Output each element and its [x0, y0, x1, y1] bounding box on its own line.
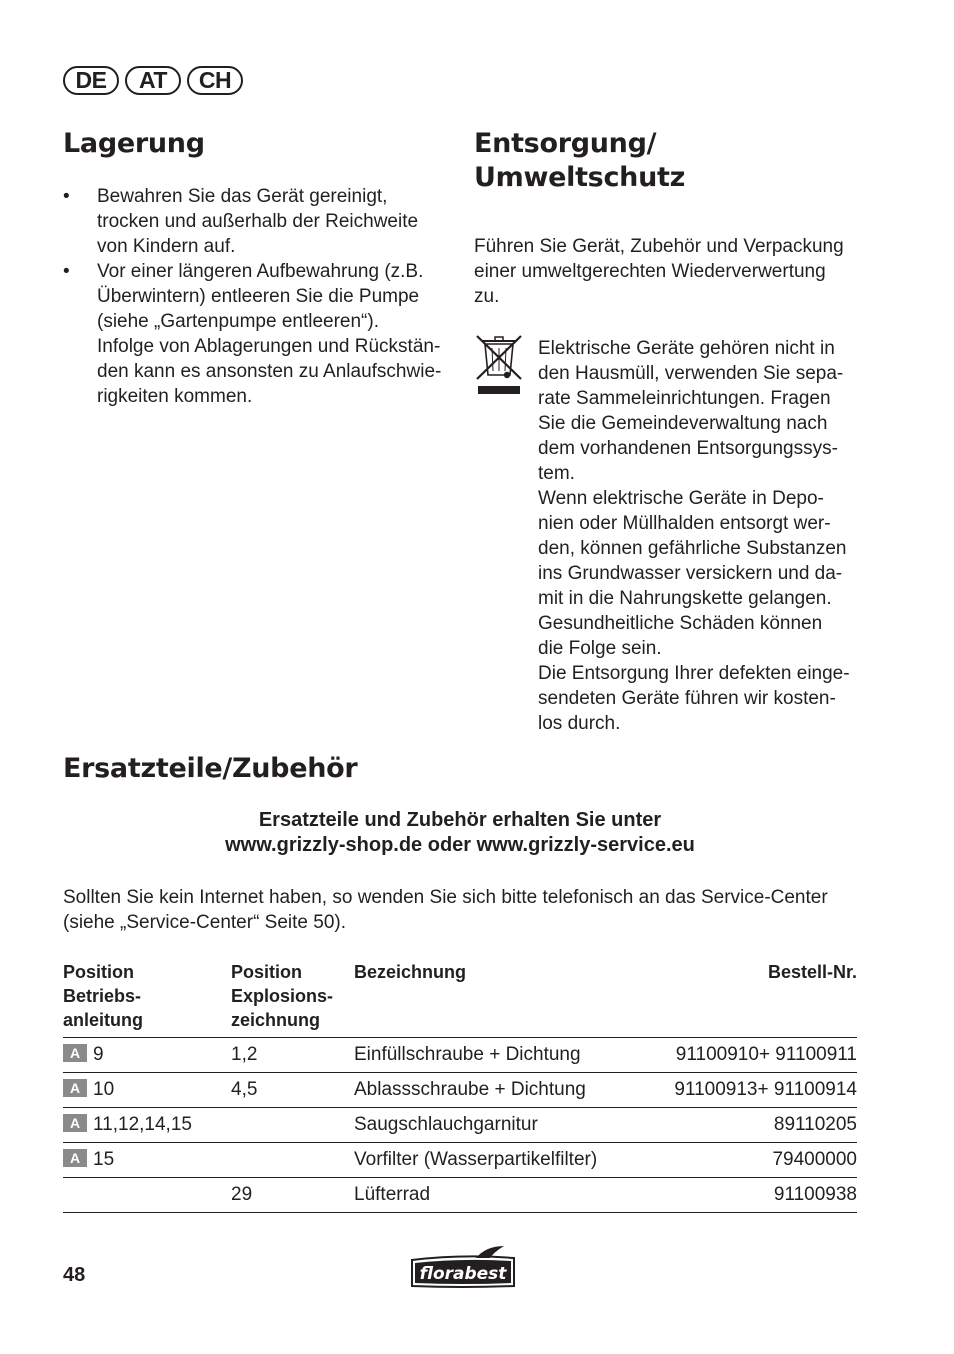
table-row: [63, 1178, 857, 1213]
figure-a-badge: A: [63, 1044, 87, 1062]
cell-position-manual: [63, 1178, 231, 1213]
cell-position-drawing: [231, 1143, 354, 1178]
cell-description: Einfüllschraube + Dichtung: [354, 1038, 624, 1073]
disposal-intro: Führen Sie Gerät, Zubehör und Verpackung einer umweltgerechten Wiederverwertung zu.: [474, 236, 844, 307]
storage-bullet-1: • Bewahren Sie das Gerät gereinigt, trocken und außerhalb der Reichweite von Kindern auf.: [63, 184, 463, 259]
language-badge-de: DE: [63, 66, 119, 95]
disposal-heading: Entsorgung/ Umweltschutz: [474, 128, 686, 193]
florabest-logo: [406, 1244, 519, 1290]
storage-heading: Lagerung: [63, 128, 205, 159]
cell-position-drawing: 4,5: [231, 1073, 354, 1108]
spare-parts-table: [63, 960, 857, 1213]
table-row: [63, 1038, 857, 1073]
storage-bullet-list: [63, 184, 463, 409]
cell-position-manual: A 11,12,14,15: [63, 1108, 231, 1143]
cell-description: Vorfilter (Wasserpartikelfilter): [354, 1143, 624, 1178]
language-badges: [63, 66, 243, 95]
page-number: 48: [63, 1264, 86, 1286]
spare-parts-shop-headline: Ersatzteile und Zubehör erhalten Sie unter www.grizzly-shop.de oder www.grizzly-service.eu: [225, 809, 695, 856]
language-badge-at: AT: [125, 66, 181, 95]
cell-order-number: 91100938: [624, 1178, 857, 1213]
cell-order-number: 91100913+ 91100914: [624, 1073, 857, 1108]
cell-position-drawing: 29: [231, 1178, 354, 1213]
cell-order-number: 91100910+ 91100911: [624, 1038, 857, 1073]
crossed-out-wheelie-bin-icon: [474, 333, 524, 395]
figure-a-badge: A: [63, 1114, 87, 1132]
cell-position-manual: A 15: [63, 1143, 231, 1178]
figure-a-badge: A: [63, 1149, 87, 1167]
spare-parts-heading: Ersatzteile/Zubehör: [63, 753, 358, 784]
logo-text: florabest: [419, 1264, 507, 1284]
cell-order-number: 89110205: [624, 1108, 857, 1143]
header-description: Bezeichnung: [354, 962, 467, 982]
shop-links[interactable]: www.grizzly-shop.de oder www.grizzly-service.eu: [225, 834, 695, 856]
table-header-row: [63, 960, 857, 1038]
table-row: [63, 1073, 857, 1108]
cell-description: Lüfterrad: [354, 1178, 624, 1213]
figure-a-badge: A: [63, 1079, 87, 1097]
header-position-drawing: Position Explosions- zeichnung: [231, 962, 334, 1030]
table-row: [63, 1143, 857, 1178]
header-order-number: Bestell-Nr.: [767, 962, 857, 982]
cell-position-drawing: 1,2: [231, 1038, 354, 1073]
cell-position-manual: A 9: [63, 1038, 231, 1073]
cell-description: Ablassschraube + Dichtung: [354, 1073, 624, 1108]
weee-disposal-text: Elektrische Geräte gehören nicht in den Hausmüll, verwenden Sie sepa- rate Sammeleinrichtungen. Fragen Sie die Gemeindeverwaltung nach dem vorhandenen Entsorgungssys- tem. Wenn elektrische Geräte in Depo- nien oder Müllhalden entsorgt wer- den, können gefährliche Substanzen ins Grundwasser versickern und da- mit in die Nahrungskette gelangen. Gesundheitliche Schäden können die Folge sein. Die Entsorgung Ihrer defekten einge- sendeten Geräte führen wir kosten- los durch.: [538, 338, 850, 734]
language-badge-ch: CH: [187, 66, 243, 95]
storage-bullet-2: • Vor einer längeren Aufbewahrung (z.B. Überwintern) entleeren Sie die Pumpe (siehe „Gartenpumpe entleeren“). Infolge von Ablagerungen und Rückstän- den kann es ansonsten zu Anlaufschwie- rigkeiten kommen.: [63, 259, 463, 409]
spare-parts-info: Sollten Sie kein Internet haben, so wenden Sie sich bitte telefonisch an das Service-Center (siehe „Service-Center“ Seite 50).: [63, 887, 828, 933]
table-row: [63, 1108, 857, 1143]
cell-order-number: 79400000: [624, 1143, 857, 1178]
cell-position-drawing: [231, 1108, 354, 1143]
cell-position-manual: A 10: [63, 1073, 231, 1108]
cell-description: Saugschlauchgarnitur: [354, 1108, 624, 1143]
header-position-manual: Position Betriebs- anleitung: [63, 962, 143, 1030]
